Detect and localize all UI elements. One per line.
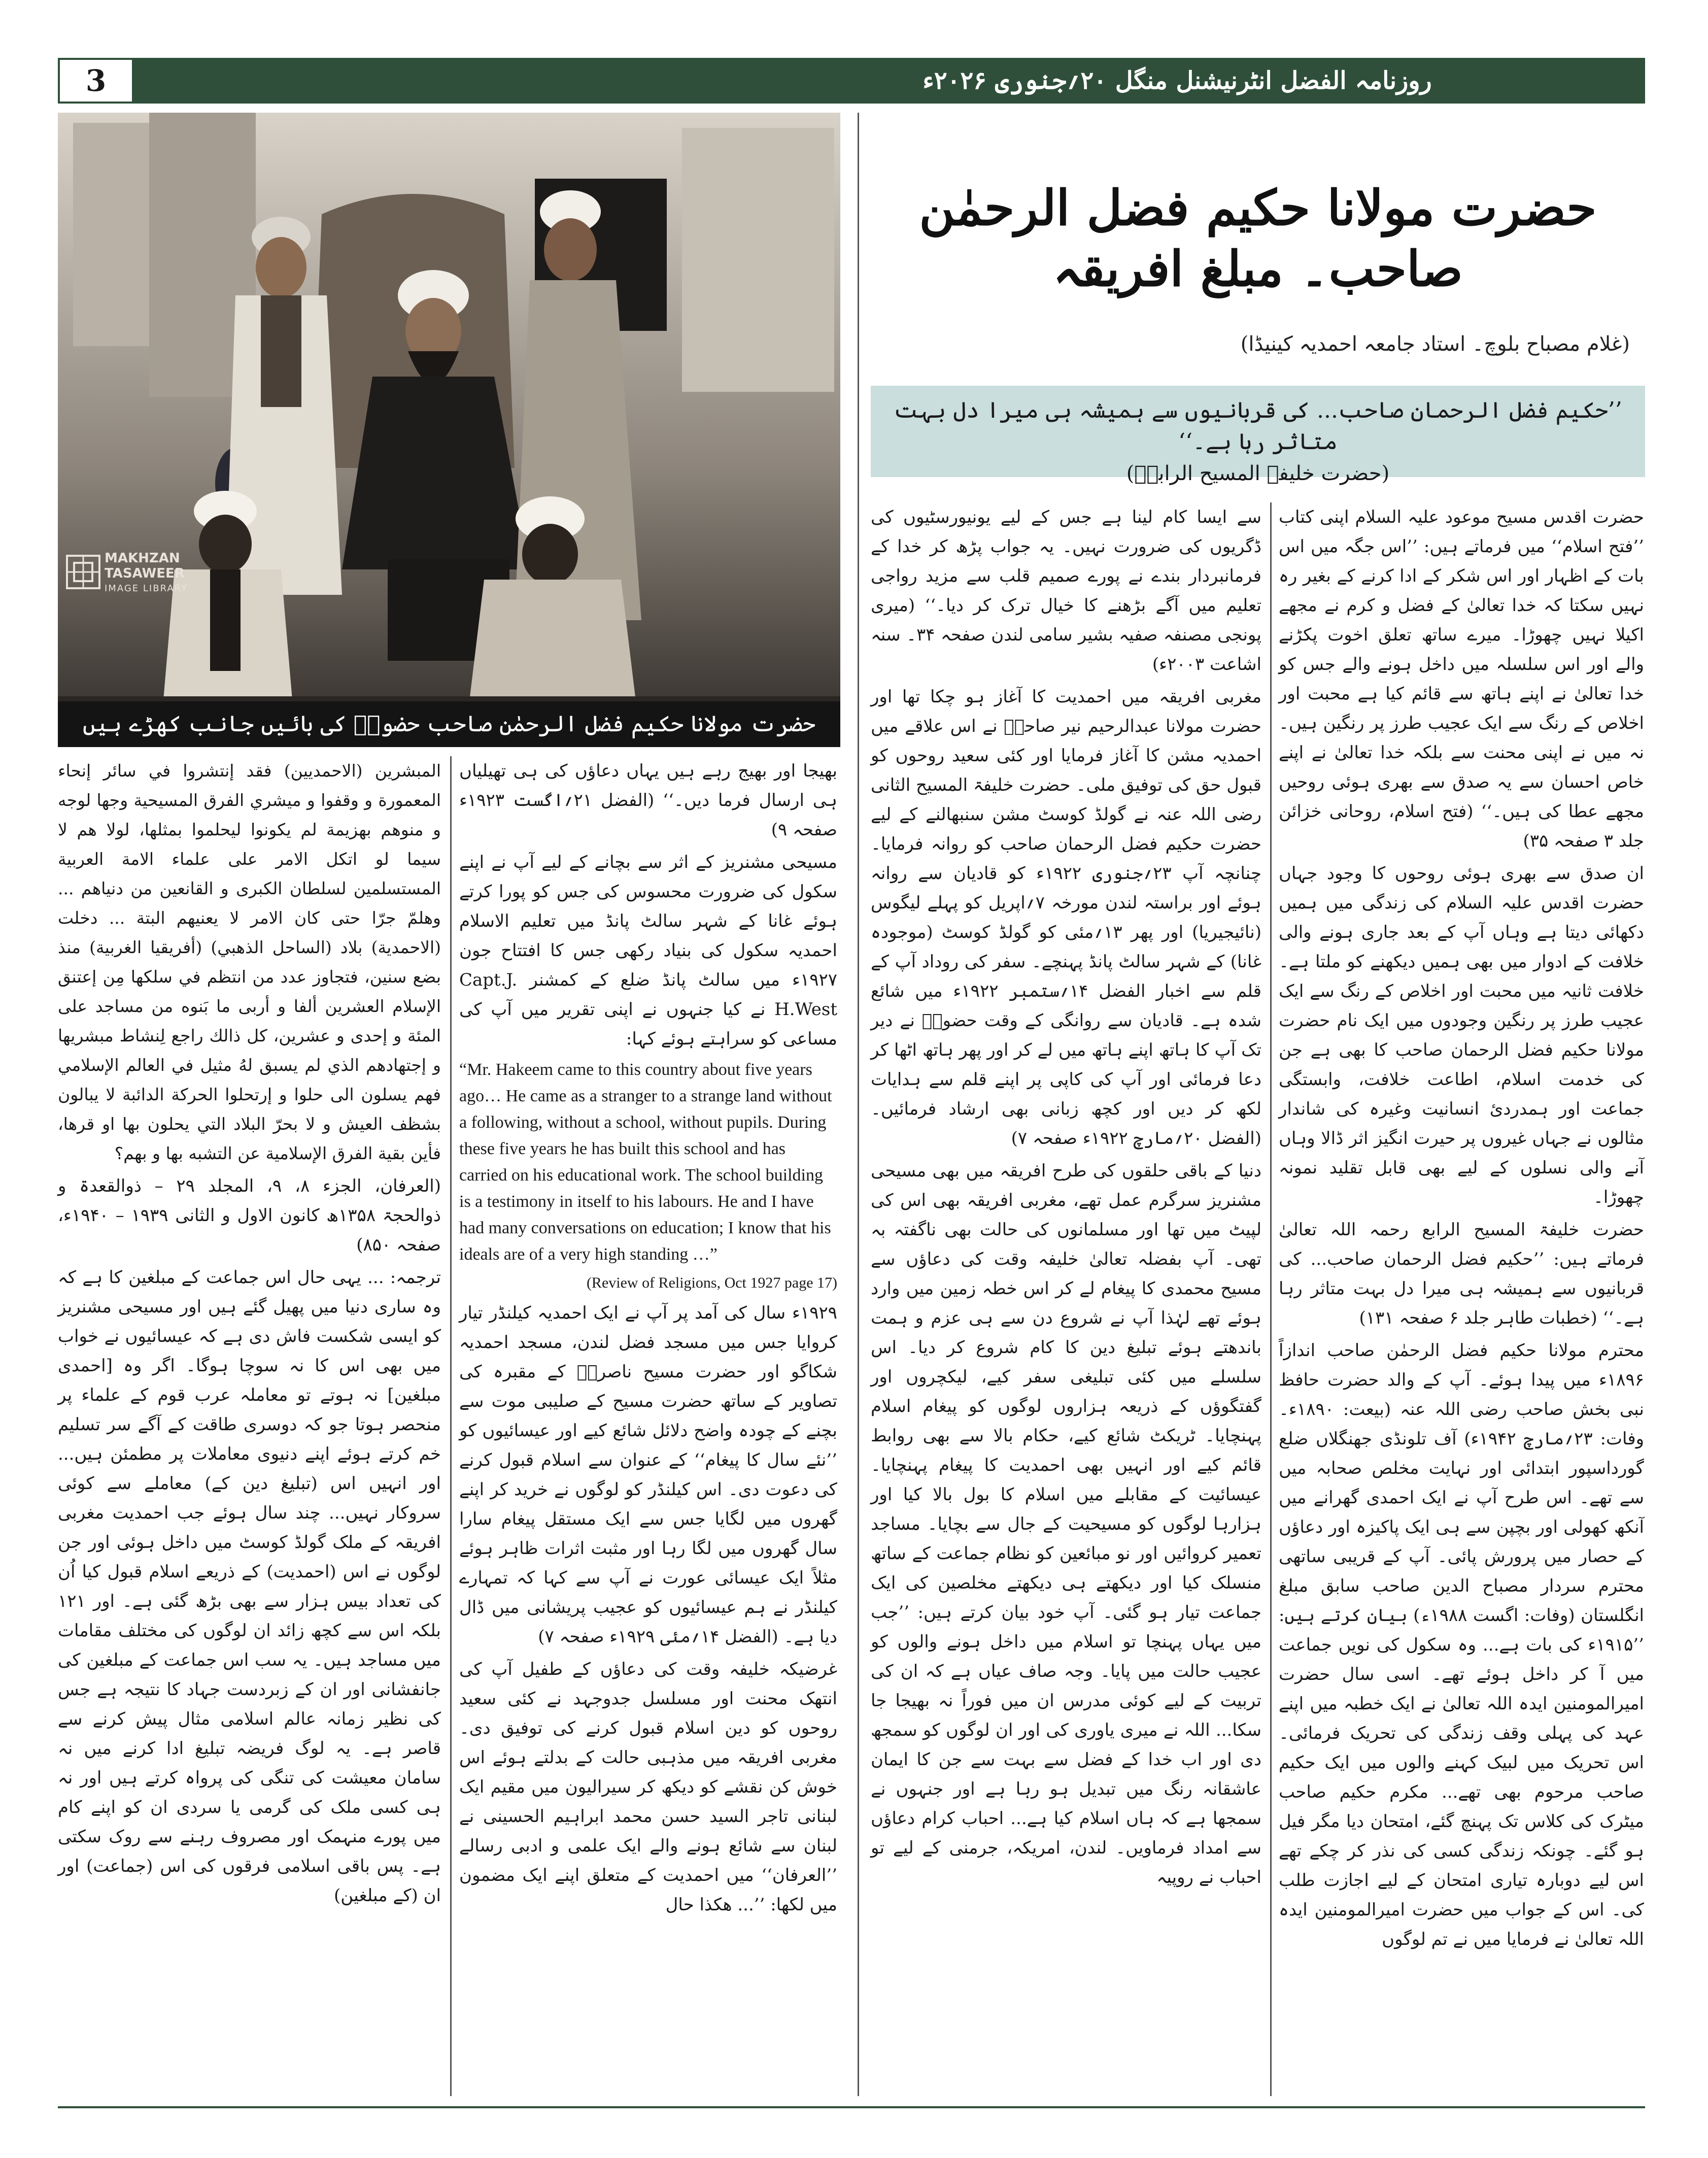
article-title: حضرت مولانا حکیم فضل الرحمٰن صاحب۔ مبلغ افریقہ xyxy=(919,179,1597,297)
text-column-1 xyxy=(1279,502,1644,2096)
logo-line1: MAKHZAN xyxy=(105,551,180,566)
english-quote-reference: (Review of Religions, Oct 1927 page 17) xyxy=(586,1274,837,1291)
paragraph: مسیحی مشنریز کے اثر سے بچانے کے لیے آپ نے اپنے سکول کی ضرورت محسوس کی جس کو پورا کرتے ہوئے غانا کے شہر سالٹ پانڈ میں تعلیم الاسلام احمدیہ سکول کی بنیاد رکھی جس کا افتتاح جون ۱۹۲۷ء میں سالٹ پانڈ ضلع کے کمشنر Capt.J. H.West نے کیا جنہوں نے اپنی تقریر میں آپ کی مساعی کو سراہتے ہوئے کہا: xyxy=(459,852,837,1049)
pull-quote-text: ’’حکیم فضل الرحمان صاحب... کی قربانیوں سے ہمیشہ ہی میرا دل بہت متاثر رہا ہے۔‘‘ xyxy=(894,397,1622,455)
paragraph: سے ایسا کام لینا ہے جس کے لیے یونیورسٹیوں کی ڈگریوں کی ضرورت نہیں۔ یہ جواب پڑھ کر خدا کے فرمانبردار بندے نے پورے صمیم قلب سے مزید رواجی تعلیم میں آگے بڑھنے کا خیال ترک کر دیا۔‘‘ (میری پونجی مصنفہ صفیہ بشیر سامی لندن صفحہ ۳۴۔ سنہ اشاعت ۲۰۰۳ء) xyxy=(871,507,1262,675)
paragraph: دنیا کے باقی حلقوں کی طرح افریقہ میں بھی مسیحی مشنریز سرگرم عمل تھے، مغربی افریقہ بھی اس کی لپیٹ میں تھا اور مسلمانوں کی حالت بھی ناگفتہ بہ تھی۔ آپ بفضلہ تعالیٰ خلیفہ وقت کی دعاؤں سے مسیح محمدی کا پیغام لے کر اس خطہ زمین میں وارد ہوئے تھے لہٰذا آپ نے شروع دن سے ہی عزم و ہمت باندھتے ہوئے تبلیغ دین کا کام شروع کر دیا۔ اس سلسلے میں کئی تبلیغی سفر کیے، لیکچروں اور گفتگوؤں کے ذریعہ ہزاروں لوگوں کو پیغام اسلام پہنچایا۔ ٹریکٹ شائع کیے، حکام بالا سے بھی روابط قائم کیے اور انہیں بھی احمدیت کا پیغام پہنچایا۔ عیسائیت کے مقابلے میں اسلام کا بول بالا کیا اور ہزارہا لوگوں کو مسیحیت کے جال سے بچایا۔ مساجد تعمیر کروائیں اور نو مبائعین کو نظام جماعت کے ساتھ منسلک کیا اور دیکھتے ہی دیکھتے مخلصین کی ایک جماعت تیار ہو گئی۔ آپ خود بیان کرتے ہیں: ’’جب میں یہاں پہنچا تو اسلام میں داخل ہونے والوں کو عجیب حالت میں پایا۔ وجہ صاف عیاں ہے کہ ان کی تربیت کے لیے کوئی مدرس ان میں فوراً نہ بھیجا جا سکا... اللہ نے میری یاوری کی اور ان لوگوں کو سمجھ دی اور اب خدا کے فضل سے بہت سے جن کا ایمان عاشقانہ رنگ میں تبدیل ہو رہا ہے اور جنہوں نے سمجھا ہے کہ ہاں اسلام کیا ہے... احباب کرام دعاؤں سے امداد فرماویں۔ لندن، امریکہ، جرمنی کے لیے تو احباب نے روپیہ xyxy=(871,1161,1261,1887)
paragraph: ترجمہ: ... یہی حال اس جماعت کے مبلغین کا ہے کہ وہ ساری دنیا میں پھیل گئے ہیں اور مسیحی مشنریز کو ایسی شکست فاش دی ہے کہ عیسائیوں نے خواب میں بھی اس کا نہ سوچا ہوگا۔ اگر وہ [احمدی مبلغین] نہ ہوتے تو معاملہ عرب قوم کے علماء پر منحصر ہوتا جو کہ دوسری طاقت کے آگے سر تسلیم خم کرتے ہوئے اپنے دنیوی معاملات پر مطمئن ہیں... اور انہیں اس (تبلیغ دین کے) معاملے سے کوئی سروکار نہیں... چند سال ہوئے جب احمدیت مغربی افریقہ کے ملک گولڈ کوسٹ میں داخل ہوئی اور جن لوگوں نے اس (احمدیت) کے ذریعے اسلام قبول کیا اُن کی تعداد بیس ہزار سے بھی بڑھ گئی ہے۔ اور ۱۲۱ بلکہ اس سے کچھ زائد ان لوگوں کی مختلف مقامات میں مساجد ہیں۔ یہ سب اس جماعت کے مبلغین کی جانفشانی اور ان کے زبردست جہاد کا نتیجہ ہے جس کی نظیر زمانہ عالم اسلامی مثال پیش کرنے سے قاصر ہے۔ یہ لوگ فریضہ تبلیغ ادا کرنے میں نہ سامان معیشت کی تنگی کی پرواہ کرتے ہیں اور نہ ہی کسی ملک کی گرمی یا سردی ان کو اپنے کام میں پورے منہمک اور مصروف رہنے سے روک سکتی ہے۔ پس باقی اسلامی فرقوں کی اس (جماعت) اور ان (کے مبلغین) xyxy=(58,1267,441,1906)
column-divider xyxy=(1270,502,1272,2096)
english-quote: “Mr. Hakeem came to this country about five years ago… He came as a stranger to a strange land without a following, without a school, without pupils. During these five years he has built this school and has carried on his educational work. The school building is a testimony in itself to his labours. He and I have had many conversations on education; I know that his ideals are of a very high standing …” xyxy=(459,1060,832,1264)
historic-photo xyxy=(58,113,840,747)
paragraph: مغربی افریقہ میں احمدیت کا آغاز ہو چکا تھا اور حضرت مولانا عبدالرحیم نیر صاحبؓ نے اس علاقے میں احمدیہ مشن کا آغاز فرمایا اور کئی سعید روحوں کو قبول حق کی توفیق ملی۔ حضرت خلیفۃ المسیح الثانی رضی اللہ عنہ نے گولڈ کوسٹ مشن سنبھالنے کے لیے حضرت حکیم فضل الرحمان صاحب کو روانہ فرمایا۔ چنانچہ آپ ۲۳؍جنوری ۱۹۲۲ء کو قادیان سے روانہ ہوئے اور براستہ لندن مورخہ ۷؍اپریل کو پہلے لیگوس (نائیجیریا) اور پھر ۱۳؍مئی کو گولڈ کوسٹ (موجودہ غانا) کے شہر سالٹ پانڈ پہنچے۔ سفر کی روداد آپ کے قلم سے اخبار الفضل ۱۴؍ستمبر ۱۹۲۲ء میں شائع شدہ ہے۔ قادیان سے روانگی کے وقت حضورؓ نے دیر تک آپ کا ہاتھ اپنے ہاتھ میں لے کر اور پھر ہاتھ اٹھا کر دعا فرمائی اور آپ کی کاپی پر اپنے قلم سے ہدایات لکھ کر دیں اور کچھ زبانی بھی ارشاد فرمائیں۔ (الفضل ۲۰؍مارچ ۱۹۲۲ء صفحہ ۷) xyxy=(871,687,1262,1149)
arabic-quote-reference: (العرفان، الجزء ۸، ۹، المجلد ۲۹ – ذوالقعدۃ و ذوالحجۃ ۱۳۵۸ھ کانون الاول و الثانی ۱۹۳۹ – ۱۹۴۰ء، صفحہ ۸۵۰) xyxy=(58,1176,441,1255)
logo-line2: TASAWEER xyxy=(105,566,185,581)
logo-line3: IMAGE LIBRARY xyxy=(105,583,188,594)
masthead: روزنامہ الفضل انٹرنیشنل منگل ۲۰؍جنوری ۲۰۲۶ء xyxy=(923,66,1432,95)
article-byline: (غلام مصباح بلوچ۔ استاد جامعہ احمدیہ کینیڈا) xyxy=(1240,332,1630,356)
arabic-quote: المبشرين (الاحمديين) فقد إنتشروا في سائر إنحاء المعمورة و وقفوا و ميشري الفرق المسيحية وجها لوجه و منوهم بهزيمة لم يكونوا ليحلموا بمثلها، لولا هم لا سيما لو اتكل الامر على علماء الامة العربية المستسلمين لسلطان الكبرى و القانعين من دنياهم ... وهلمّ جرّا حتى كان الامر لا يعنيهم البتة ... دخلت (الاحمدية) بلاد (الساحل الذهبي) (أفريقيا الغربية) منذ بضع سنين، فتجاوز عدد من انتظم في سلكها مِن إعتنق الإسلام العشرين ألفا و أربى ما بَنوه من مساجد على المئة و إحدى و عشرين، كل ذالك راجع لِنشاط مبشريها و إجتهادهم الذي لم يسبق لهُ مثيل في العالم الإسلامي فهم يسلون الى حلوا و إرتحلوا الحركة الدائبة لا يبالون بشظف العيش و لا بحرّ البلاد التي يحلون بها او قرها، فأين بقية الفرق الإسلامية عن التشبه بها و بهم؟ xyxy=(58,761,441,1163)
paragraph: بھیجا اور بھیج رہے ہیں یہاں دعاؤں کی ہی تھیلیاں ہی ارسال فرما دیں۔‘‘ (الفضل ۲۱؍اگست ۱۹۲۳ء صفحہ ۹) xyxy=(459,761,838,840)
paragraph: ان صدق سے بھری ہوئی روحوں کا وجود جہاں حضرت اقدس علیہ السلام کی زندگی میں ہمیں دکھائی دیتا ہے وہاں آپ کے بعد جاری ہونے والی خلافت کے ادوار میں بھی ہمیں دیکھنے کو ملتا ہے۔ خلافت ثانیہ میں محبت اور اخلاص کے رنگ سے ایک عجیب طرز پر رنگین وجودوں میں ایک نام حضرت مولانا حکیم فضل الرحمان صاحب کا بھی ہے جن کی خدمت اسلام، اطاعت خلافت، وابستگی جماعت اور ہمدردیٔ انسانیت وغیرہ کی شاندار مثالوں نے جہاں غیروں پر حیرت انگیز اثر ڈالا وہاں آنے والی نسلوں کے لیے بھی قابل تقلید نمونہ چھوڑا۔ xyxy=(1279,863,1644,1207)
column-divider xyxy=(450,756,452,2096)
logo-wordmark xyxy=(105,551,188,596)
text-column-2 xyxy=(871,502,1261,2096)
pull-quote-attribution: (حضرت خلیفۃ المسیح الرابعؒ) xyxy=(1126,462,1390,485)
footer-rule xyxy=(58,2106,1645,2108)
paragraph: ۱۹۲۹ء سال کی آمد پر آپ نے ایک احمدیہ کیلنڈر تیار کروایا جس میں مسجد فضل لندن، مسجد احمدیہ شکاگو اور حضرت مسیح ناصریؑ کے مقبرہ کی تصاویر کے ساتھ حضرت مسیح کے صلیبی موت سے بچنے کے چودہ واضح دلائل شائع کیے اور عیسائیوں کو ’’نئے سال کا پیغام‘‘ کے عنوان سے اسلام قبول کرنے کی دعوت دی۔ اس کیلنڈر کو لوگوں نے خرید کر اپنے گھروں میں لگایا جس سے ایک مستقل پیغام سارا سال گھروں میں لگا رہا اور مثبت اثرات ظاہر ہوئے مثلاً ایک عیسائی عورت نے آپ سے کہا کہ تمہارے کیلنڈر نے ہم عیسائیوں کو عجیب پریشانی میں ڈال دیا ہے۔ (الفضل ۱۴؍مئی ۱۹۲۹ء صفحہ ۷) xyxy=(459,1303,837,1647)
photo-caption: حضرت مولانا حکیم فضل الرحمٰن صاحب حضورؓ کی بائیں جانب کھڑے ہیں xyxy=(58,701,840,747)
paragraph: محترم مولانا حکیم فضل الرحمٰن صاحب اندازاً ۱۸۹۶ء میں پیدا ہوئے۔ آپ کے والد حضرت حافظ نبی بخش صاحب رضی اللہ عنہ (بیعت: ۱۸۹۰ء۔ وفات: ۲۳؍مارچ ۱۹۴۲ء) آف تلونڈی جھنگلاں ضلع گورداسپور ابتدائی اور نہایت مخلص صحابہ میں سے تھے۔ اس طرح آپ نے ایک احمدی گھرانے میں آنکھ کھولی اور بچپن سے ہی ایک پاکیزہ اور دعاؤں کے حصار میں پرورش پائی۔ آپ کے قریبی ساتھی محترم سردار مصباح الدین صاحب سابق مبلغ انگلستان (وفات: اگست ۱۹۸۸ء) بیان کرتے ہیں: ’’۱۹۱۵ء کی بات ہے... وہ سکول کی نویں جماعت میں آ کر داخل ہوئے تھے۔ اسی سال حضرت امیرالمومنین ایدہ اللہ تعالیٰ نے ایک خطبہ میں اپنے عہد کی پہلی وقف زندگی کی تحریک فرمائی۔ اس تحریک میں لبیک کہنے والوں میں ایک حکیم صاحب مرحوم بھی تھے... مکرم حکیم صاحب میٹرک کی کلاس تک پہنچ گئے، امتحان دیا مگر فیل ہو گئے۔ چونکہ زندگی کسی کی نذر کر چکے تھے اس لیے دوبارہ تیاری امتحان کے لیے اجازت طلب کی۔ اس کے جواب میں حضرت امیرالمومنین ایدہ اللہ تعالیٰ نے فرمایا میں نے تم لوگوں xyxy=(1279,1340,1644,1949)
column-divider xyxy=(858,113,859,2096)
paragraph: حضرت خلیفۃ المسیح الرابع رحمہ اللہ تعالیٰ فرماتے ہیں: ’’حکیم فضل الرحمان صاحب... کی قربانیوں سے ہمیشہ ہی میرا دل بہت متاثر رہا ہے۔‘‘ (خطبات طاہر جلد ۶ صفحہ ۱۳۱) xyxy=(1279,1220,1644,1328)
paragraph: حضرت اقدس مسیح موعود علیہ السلام اپنی کتاب ’’فتح اسلام‘‘ میں فرماتے ہیں: ’’اس جگہ میں اس بات کے اظہار اور اس شکر کے ادا کرنے کے بغیر رہ نہیں سکتا کہ خدا تعالیٰ کے فضل و کرم نے مجھے اکیلا نہیں چھوڑا۔ میرے ساتھ تعلق اخوت پکڑنے والے اور اس سلسلہ میں داخل ہونے والے جس کو خدا تعالیٰ نے اپنے ہاتھ سے قائم کیا ہے محبت اور اخلاص کے رنگ سے ایک عجیب طرز پر رنگین ہیں۔ نہ میں نے اپنی محنت سے بلکہ خدا تعالیٰ نے اپنے خاص احسان سے یہ صدق سے بھری ہوئی روحیں مجھے عطا کی ہیں۔‘‘ (فتح اسلام، روحانی خزائن جلد ۳ صفحہ ۳۵) xyxy=(1279,507,1644,851)
text-column-3 xyxy=(459,756,837,2096)
pull-quote-box xyxy=(871,386,1645,485)
paragraph: غرضیکہ خلیفہ وقت کی دعاؤں کے طفیل آپ کی انتھک محنت اور مسلسل جدوجہد نے کئی سعید روحوں کو دین اسلام قبول کرنے کی توفیق دی۔ مغربی افریقہ میں مذہبی حالت کے بدلتے ہوئے اس خوش کن نقشے کو دیکھ کر سیرالیون میں مقیم ایک لبنانی تاجر السید حسن محمد ابراہیم الحسینی نے لبنان سے شائع ہونے والے ایک علمی و ادبی رسالے ’’العرفان‘‘ میں احمدیت کے متعلق اپنے ایک مضمون میں لکھا: ’’... ھکذا حال xyxy=(459,1659,837,1915)
text-column-4 xyxy=(58,756,441,2096)
page-number: 3 xyxy=(58,58,134,104)
